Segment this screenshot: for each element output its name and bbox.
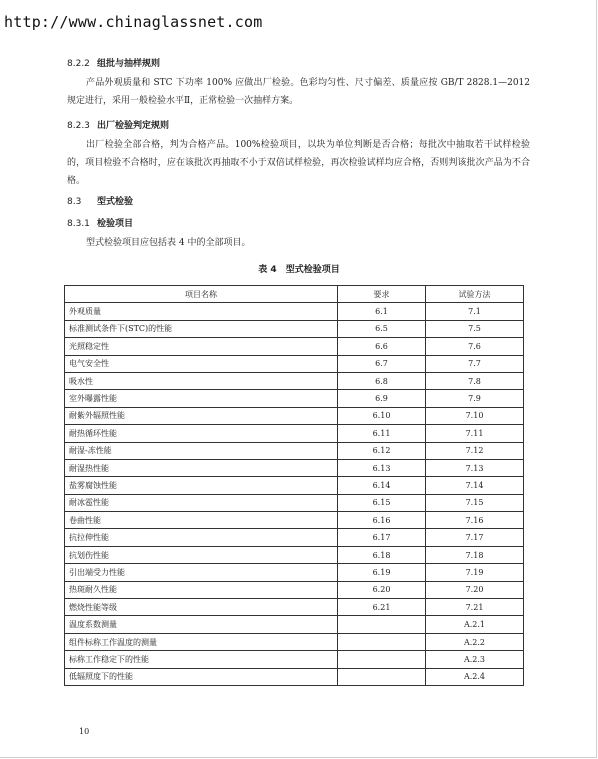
table-caption: 表 4 型式检验项目 <box>258 265 340 275</box>
cell-requirement <box>338 616 426 633</box>
heading-number: 8.3 <box>67 197 82 207</box>
table-header-row <box>65 286 524 303</box>
cell-item-name: 吸水性 <box>65 372 338 389</box>
cell-requirement: 6.20 <box>338 581 426 598</box>
watermark-url: http://www.chinaglassnet.com <box>4 13 263 31</box>
cell-test-method: 7.5 <box>426 320 524 337</box>
cell-test-method: 7.18 <box>426 546 524 563</box>
cell-item-name: 引出端受力性能 <box>65 564 338 581</box>
cell-requirement: 6.11 <box>338 425 426 442</box>
cell-item-name: 抗拉伸性能 <box>65 529 338 546</box>
cell-item-name: 温度系数测量 <box>65 616 338 633</box>
cell-requirement: 6.9 <box>338 390 426 407</box>
cell-test-method: 7.17 <box>426 529 524 546</box>
cell-item-name: 耐紫外辐照性能 <box>65 407 338 424</box>
table-row <box>65 355 524 372</box>
cell-requirement: 6.8 <box>338 372 426 389</box>
cell-requirement <box>338 668 426 685</box>
cell-requirement: 6.1 <box>338 303 426 320</box>
cell-requirement: 6.19 <box>338 564 426 581</box>
table-row <box>65 564 524 581</box>
table-row <box>65 633 524 650</box>
cell-requirement: 6.21 <box>338 599 426 616</box>
cell-requirement: 6.6 <box>338 338 426 355</box>
cell-test-method: 7.7 <box>426 355 524 372</box>
type-test-table <box>64 285 524 686</box>
header-test-method: 试验方法 <box>426 286 524 303</box>
cell-item-name: 耐湿-冻性能 <box>65 442 338 459</box>
heading-title: 组批与抽样规则 <box>97 59 161 69</box>
heading-8-3 <box>67 194 133 207</box>
paragraph-text: 出厂检验全部合格，判为合格产品。100%检验项目，以块为单位判断是否合格；每批次中抽取若干试样检验的，项目检验不合格时，应在该批次再抽取不小于双倍试样检验，再次检验试样均应合格，否则判该批次产品为不合格。 <box>67 140 530 186</box>
cell-item-name: 耐冰雹性能 <box>65 494 338 511</box>
cell-requirement: 6.15 <box>338 494 426 511</box>
cell-item-name: 标称工作稳定下的性能 <box>65 651 338 668</box>
cell-test-method: 7.16 <box>426 512 524 529</box>
paragraph-8-2-3 <box>67 136 530 190</box>
table-row <box>65 303 524 320</box>
table-row <box>65 529 524 546</box>
paragraph-text: 型式检验项目应包括表 4 中的全部项目。 <box>86 238 251 248</box>
heading-number: 8.3.1 <box>67 219 90 229</box>
table-row <box>65 668 524 685</box>
cell-requirement: 6.7 <box>338 355 426 372</box>
table-row <box>65 599 524 616</box>
cell-requirement: 6.18 <box>338 546 426 563</box>
heading-title: 出厂检验判定规则 <box>97 121 170 131</box>
header-item-name: 项目名称 <box>65 286 338 303</box>
cell-test-method: 7.10 <box>426 407 524 424</box>
table-row <box>65 459 524 476</box>
cell-test-method: A.2.2 <box>426 633 524 650</box>
cell-item-name: 低辐照度下的性能 <box>65 668 338 685</box>
cell-requirement: 6.17 <box>338 529 426 546</box>
table-row <box>65 546 524 563</box>
cell-test-method: A.2.3 <box>426 651 524 668</box>
heading-8-3-1 <box>67 216 133 229</box>
cell-requirement: 6.13 <box>338 459 426 476</box>
cell-item-name: 外观质量 <box>65 303 338 320</box>
table-row <box>65 442 524 459</box>
page-number: 10 <box>79 727 90 736</box>
cell-item-name: 卷曲性能 <box>65 512 338 529</box>
cell-item-name: 燃烧性能等级 <box>65 599 338 616</box>
table-row <box>65 407 524 424</box>
table-row <box>65 651 524 668</box>
heading-title: 型式检验 <box>97 197 134 207</box>
cell-requirement: 6.5 <box>338 320 426 337</box>
cell-test-method: 7.20 <box>426 581 524 598</box>
cell-test-method: A.2.4 <box>426 668 524 685</box>
table-row <box>65 512 524 529</box>
cell-requirement <box>338 651 426 668</box>
cell-item-name: 盐雾腐蚀性能 <box>65 477 338 494</box>
paragraph-8-3-1 <box>67 234 530 252</box>
cell-test-method: 7.13 <box>426 459 524 476</box>
table-row <box>65 338 524 355</box>
cell-requirement <box>338 633 426 650</box>
table-row <box>65 494 524 511</box>
cell-test-method: 7.19 <box>426 564 524 581</box>
cell-requirement: 6.14 <box>338 477 426 494</box>
cell-item-name: 电气安全性 <box>65 355 338 372</box>
cell-item-name: 光照稳定性 <box>65 338 338 355</box>
cell-item-name: 热斑耐久性能 <box>65 581 338 598</box>
cell-item-name: 室外曝露性能 <box>65 390 338 407</box>
cell-item-name: 耐热循环性能 <box>65 425 338 442</box>
table-row <box>65 477 524 494</box>
cell-item-name: 抗划伤性能 <box>65 546 338 563</box>
cell-test-method: 7.12 <box>426 442 524 459</box>
cell-test-method: 7.15 <box>426 494 524 511</box>
table-row <box>65 616 524 633</box>
cell-requirement: 6.12 <box>338 442 426 459</box>
cell-test-method: 7.6 <box>426 338 524 355</box>
table-row <box>65 425 524 442</box>
cell-test-method: 7.8 <box>426 372 524 389</box>
cell-test-method: 7.1 <box>426 303 524 320</box>
cell-requirement: 6.16 <box>338 512 426 529</box>
cell-item-name: 耐湿热性能 <box>65 459 338 476</box>
paragraph-text: 产品外观质量和 STC 下功率 100% 应做出厂检验。色彩均匀性、尺寸偏差、质量应按 GB/T 2828.1—2012 规定进行，采用一般检验水平Ⅱ，正常检验一次抽样方案。 <box>67 78 530 106</box>
header-requirement: 要求 <box>338 286 426 303</box>
table-row <box>65 372 524 389</box>
cell-item-name: 组件标称工作温度的测量 <box>65 633 338 650</box>
heading-8-2-3 <box>67 118 169 131</box>
heading-8-2-2 <box>67 56 160 69</box>
cell-item-name: 标准测试条件下(STC)的性能 <box>65 320 338 337</box>
cell-test-method: 7.9 <box>426 390 524 407</box>
cell-test-method: 7.11 <box>426 425 524 442</box>
paragraph-8-2-2 <box>67 74 530 110</box>
heading-title: 检验项目 <box>97 219 134 229</box>
heading-number: 8.2.3 <box>67 121 90 131</box>
cell-requirement: 6.10 <box>338 407 426 424</box>
cell-test-method: A.2.1 <box>426 616 524 633</box>
heading-number: 8.2.2 <box>67 59 90 69</box>
table-row <box>65 581 524 598</box>
table-row <box>65 320 524 337</box>
table-row <box>65 390 524 407</box>
cell-test-method: 7.14 <box>426 477 524 494</box>
cell-test-method: 7.21 <box>426 599 524 616</box>
